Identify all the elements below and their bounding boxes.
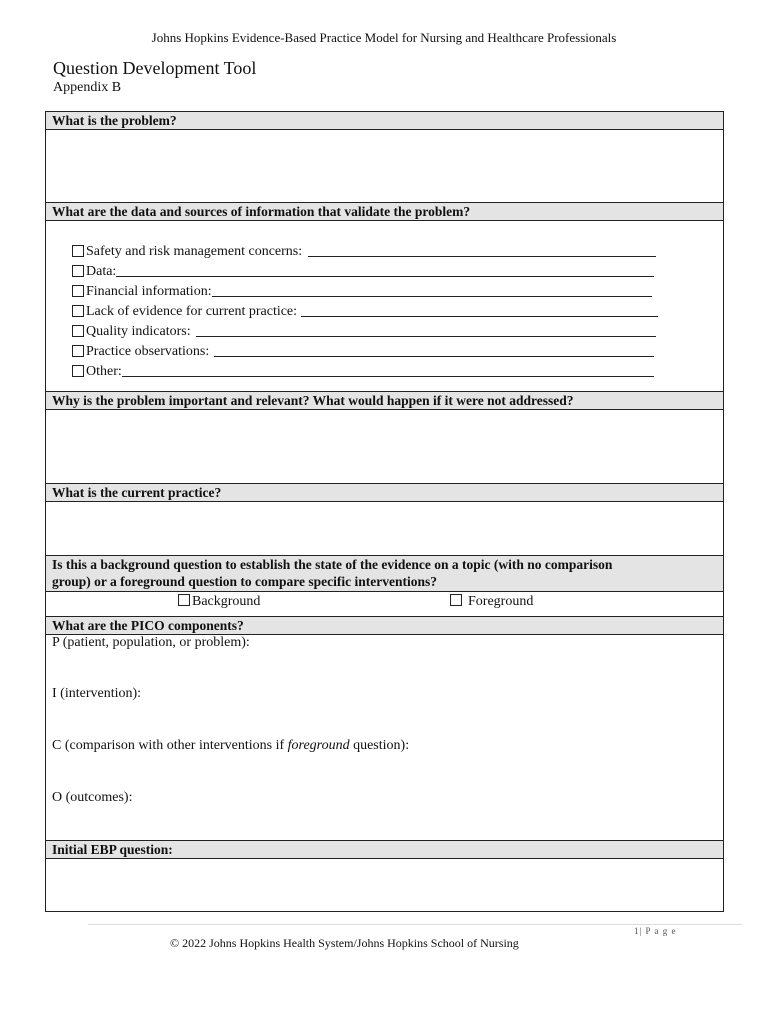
checklist-item-data[interactable] xyxy=(72,260,642,280)
answer-line[interactable] xyxy=(301,316,658,317)
checkbox-icon[interactable] xyxy=(178,594,190,606)
checklist-item-financial[interactable] xyxy=(72,280,642,300)
checklist-item-safety[interactable] xyxy=(72,240,642,260)
section-question-type-heading xyxy=(46,555,723,592)
pico-c-label: C (comparison with other interventions if foreground question): xyxy=(52,738,410,753)
question-type-options xyxy=(46,592,723,616)
checklist-item-quality[interactable] xyxy=(72,320,642,340)
answer-line[interactable] xyxy=(116,276,654,277)
checklist-item-practice[interactable] xyxy=(72,340,642,360)
question-type-line-2: group) or a foreground question to compare specific interventions? xyxy=(52,574,437,589)
section-data-sources-heading: What are the data and sources of information that validate the problem? xyxy=(46,202,723,221)
data-sources-checklist xyxy=(72,240,642,380)
pico-p-label: P (patient, population, or problem): xyxy=(52,635,250,650)
checkbox-icon[interactable] xyxy=(72,365,84,377)
footer-copyright: © 2022 Johns Hopkins Health System/Johns Hopkins School of Nursing xyxy=(170,936,519,950)
importance-answer-area[interactable] xyxy=(46,410,723,482)
checkbox-icon[interactable] xyxy=(72,325,84,337)
answer-line[interactable] xyxy=(196,336,656,337)
checklist-label: Safety and risk management concerns: xyxy=(86,244,303,259)
page-number: 1| P a g e xyxy=(634,926,677,936)
section-initial-question-heading: Initial EBP question: xyxy=(46,840,723,859)
pico-area[interactable] xyxy=(46,635,723,840)
checklist-label: Other: xyxy=(86,364,122,379)
checklist-item-lack-evidence[interactable] xyxy=(72,300,642,320)
checklist-label: Data: xyxy=(86,264,117,279)
checkbox-icon[interactable] xyxy=(72,265,84,277)
option-background[interactable] xyxy=(178,594,260,610)
checklist-label: Financial information: xyxy=(86,284,212,299)
footer-divider xyxy=(88,924,742,925)
checklist-label: Practice observations: xyxy=(86,344,210,359)
section-importance-heading: Why is the problem important and relevant? What would happen if it were not addressed? xyxy=(46,391,723,410)
problem-answer-area[interactable] xyxy=(46,130,723,202)
question-form xyxy=(45,111,724,912)
document-title: Question Development Tool xyxy=(53,58,257,78)
checkbox-icon[interactable] xyxy=(72,245,84,257)
current-practice-answer-area[interactable] xyxy=(46,502,723,555)
option-background-label: Background xyxy=(192,594,261,609)
checkbox-icon[interactable] xyxy=(72,285,84,297)
document-subtitle: Appendix B xyxy=(53,80,122,95)
answer-line[interactable] xyxy=(308,256,656,257)
option-foreground-label: Foreground xyxy=(468,594,534,609)
checkbox-icon[interactable] xyxy=(72,345,84,357)
checklist-label: Quality indicators: xyxy=(86,324,191,339)
document-header: Johns Hopkins Evidence-Based Practice Model for Nursing and Healthcare Professionals xyxy=(151,30,617,45)
section-pico-heading: What are the PICO components? xyxy=(46,616,723,635)
answer-line[interactable] xyxy=(214,356,654,357)
answer-line[interactable] xyxy=(212,296,652,297)
question-type-line-1: Is this a background question to establish the state of the evidence on a topic (with no comparison xyxy=(52,557,613,572)
option-foreground[interactable] xyxy=(450,594,533,610)
checkbox-icon[interactable] xyxy=(72,305,84,317)
pico-i-label: I (intervention): xyxy=(52,686,142,701)
section-problem-heading: What is the problem? xyxy=(46,112,723,130)
checklist-label: Lack of evidence for current practice: xyxy=(86,304,298,319)
checkbox-icon[interactable] xyxy=(450,594,462,606)
answer-line[interactable] xyxy=(122,376,654,377)
checklist-item-other[interactable] xyxy=(72,360,642,380)
section-current-practice-heading: What is the current practice? xyxy=(46,483,723,502)
pico-o-label: O (outcomes): xyxy=(52,790,133,805)
initial-question-answer-area[interactable] xyxy=(46,859,723,911)
